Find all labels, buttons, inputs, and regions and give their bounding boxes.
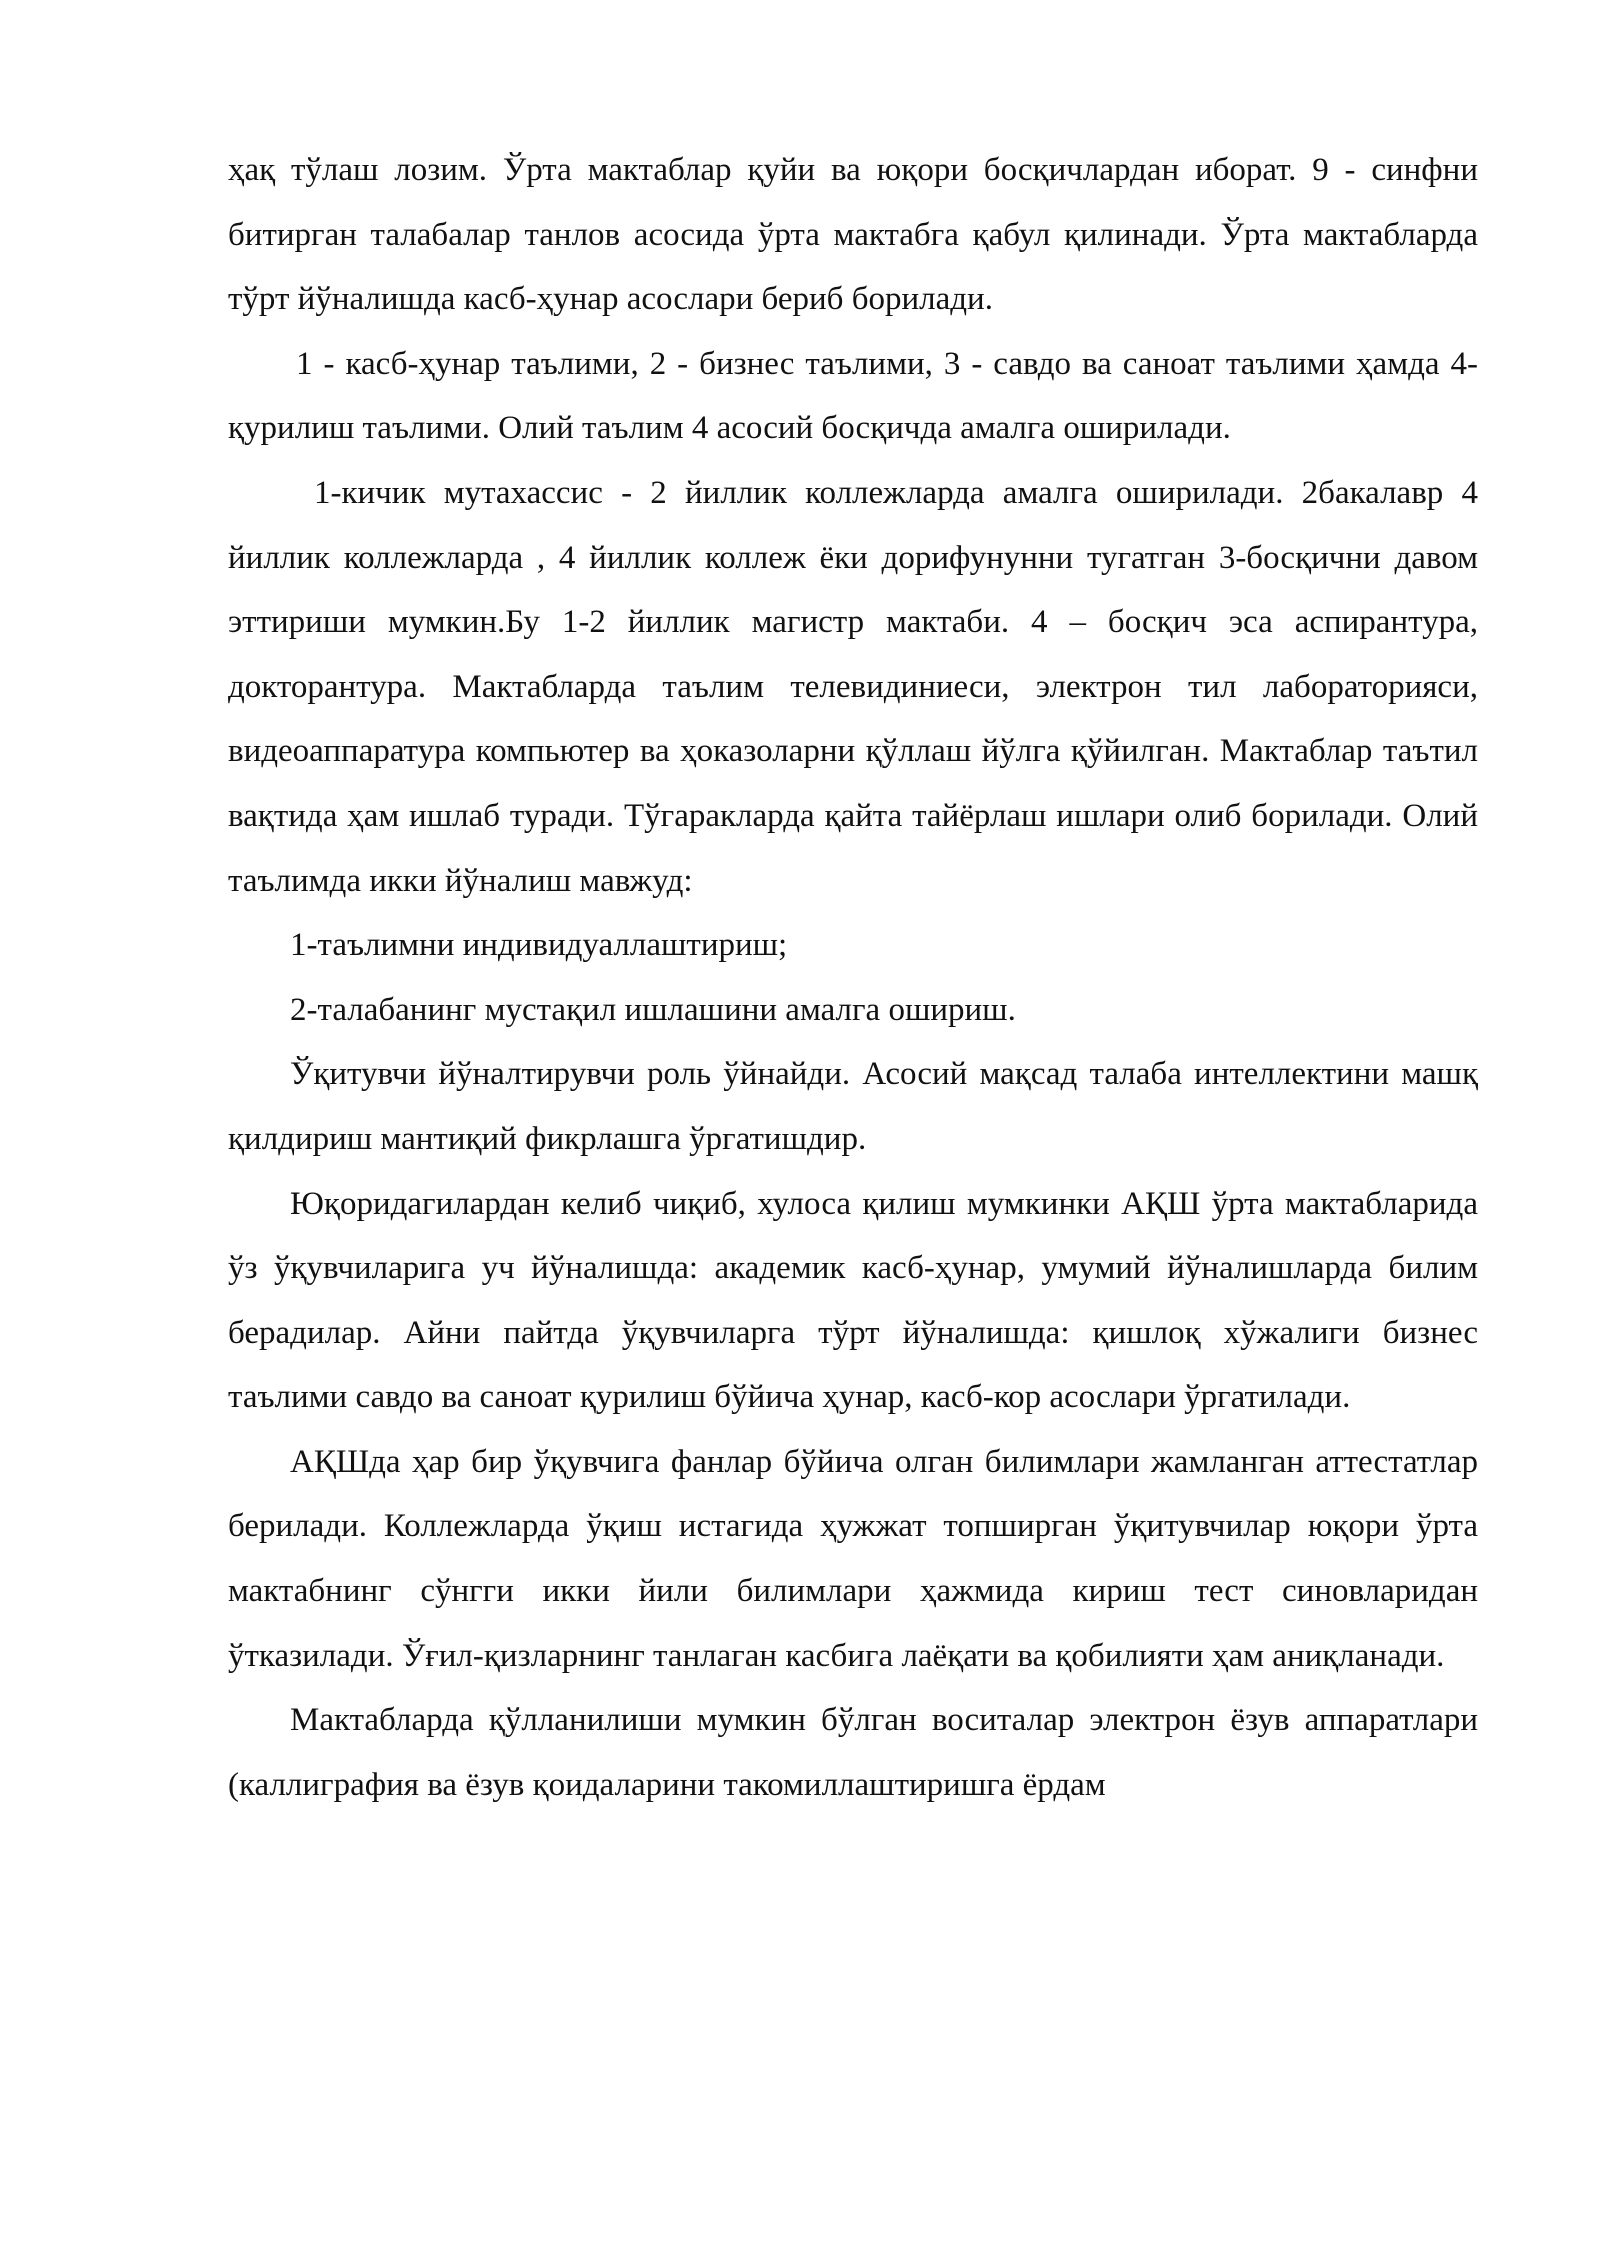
paragraph-3: 1-кичик мутахассис - 2 йиллик коллежларда амалга оширилади. 2бакалавр 4 йиллик коллежларда , 4 йиллик коллеж ёки дорифунунни тугатган 3-босқични давом эттириши мумкин.Бу 1-2 йиллик магистр мактаби. 4 – босқич эса аспирантура, докторантура. Мактабларда таълим телевидиниеси, электрон тил лабораторияси, видеоаппаратура компьютер ва ҳоказоларни қўллаш йўлга қўйилган. Мактаблар таътил вақтида ҳам ишлаб туради. Тўгаракларда қайта тайёрлаш ишлари олиб борилади. Олий таълимда икки йўналиш мавжуд: [228, 474, 1478, 899]
paragraph-7: Мактабларда қўлланилиши мумкин бўлган воситалар электрон ёзув аппаратлари (каллиграфия ва ёзув қоидаларини такомиллаштиришга ёрдам [228, 1702, 1478, 1803]
paragraph-6: АҚШда ҳар бир ўқувчига фанлар бўйича олган билимлари жамланган аттестатлар берилади. Коллежларда ўқиш истагида ҳужжат топширган ўқитувчилар юқори ўрта мактабнинг сўнгги икки йили билимлари ҳажмида кириш тест синовларидан ўтказилади. Ўғил-қизларнинг танлаган касбига лаёқати ва қобилияти ҳам аниқланади. [228, 1443, 1478, 1674]
document-page [228, 138, 1478, 1817]
list-item-2: 2-талабанинг мустақил ишлашини амалга ошириш. [290, 991, 1016, 1028]
list-item-1: 1-таълимни индивидуаллаштириш; [290, 927, 788, 964]
paragraph-2: 1 - касб-ҳунар таълими, 2 - бизнес таълими, 3 - савдо ва саноат таълими ҳамда 4-қурилиш таълими. Олий таълим 4 асосий босқичда амалга оширилади. [228, 345, 1478, 447]
paragraph-5: Юқоридагилардан келиб чиқиб, хулоса қилиш мумкинки АҚШ ўрта мактабларида ўз ўқувчиларига уч йўналишда: академик касб-ҳунар, умумий йўналишларда билим берадилар. Айни пайтда ўқувчиларга тўрт йўналишда: қишлоқ хўжалиги бизнес таълими савдо ва саноат қурилиш бўйича ҳунар, касб-кор асослари ўргатилади. [228, 1185, 1478, 1416]
paragraph-1: ҳақ тўлаш лозим. Ўрта мактаблар қуйи ва юқори босқичлардан иборат. 9 - синфни битирган талабалар танлов асосида ўрта мактабга қабул қилинади. Ўрта мактабларда тўрт йўналишда касб-ҳунар асослари бериб борилади. [228, 152, 1478, 318]
paragraph-4: Ўқитувчи йўналтирувчи роль ўйнайди. Асосий мақсад талаба интеллектини машқ қилдириш мантиқий фикрлашга ўргатишдир. [228, 1056, 1478, 1157]
